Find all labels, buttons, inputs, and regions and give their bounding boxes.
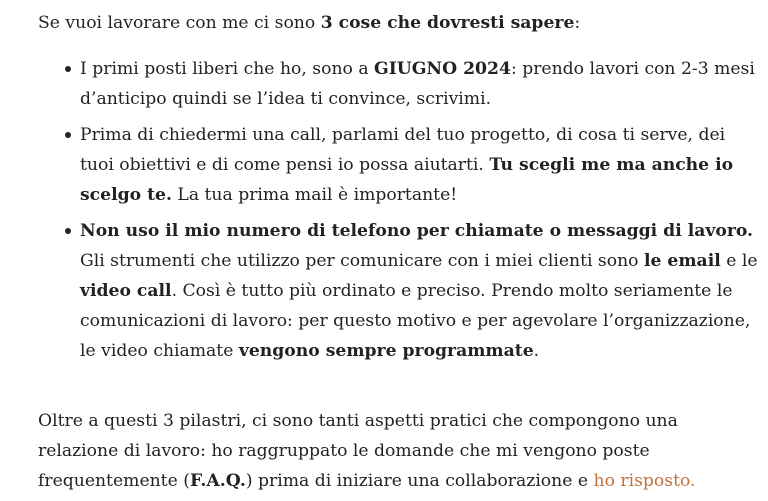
item-text: I primi posti liberi che ho, sono a [80, 59, 375, 79]
answers-link[interactable]: ho risposto. [593, 471, 696, 491]
faq-bold: F.A.Q. [189, 471, 246, 491]
item-bold: GIUGNO 2024 [374, 59, 511, 79]
item-text: Gli strumenti che utilizzo per comunicare con i miei clienti sono [80, 251, 644, 271]
intro-suffix: : [574, 13, 581, 33]
item-text: e le [720, 251, 758, 271]
outro-text: Oltre a questi 3 pilastri, ci sono tanti aspetti pratici che compongono una relazione di lavoro: ho raggruppato le domande che mi vengono poste frequentemente ( [38, 411, 678, 491]
article-content [38, 8, 760, 496]
item-bold: Tu scegli me ma anche io scelgo te. [80, 155, 734, 205]
intro-bold: 3 cose che dovresti sapere [320, 13, 575, 33]
list-item-first-contact [80, 120, 760, 210]
item-text: : prendo lavori con 2-3 mesi d’anticipo quindi se l’idea ti convince, scrivimi. [80, 59, 755, 109]
item-bold: le email [643, 251, 721, 271]
things-to-know-list [38, 54, 760, 366]
list-item-communication [80, 216, 760, 366]
item-text: Prima di chiedermi una call, parlami del tuo progetto, di cosa ti serve, dei tuoi obiettivi e di come pensi io possa aiutarti. [80, 125, 726, 175]
item-text: . [533, 341, 540, 361]
item-text: La tua prima mail è importante! [171, 185, 458, 205]
list-item-availability [80, 54, 760, 114]
item-bold: vengono sempre programmate [238, 341, 534, 361]
intro-paragraph [38, 8, 760, 38]
item-bold: video call [80, 281, 172, 301]
item-bold: Non uso il mio numero di telefono per chiamate o messaggi di lavoro. [80, 221, 754, 241]
item-text: . Così è tutto più ordinato e preciso. Prendo molto seriamente le comunicazioni di lavoro: per questo motivo e per agevolare l’organizzazione, le video chiamate [80, 281, 751, 361]
outro-text: ) prima di iniziare una collaborazione e [245, 471, 594, 491]
outro-paragraph [38, 406, 760, 496]
intro-text: Se vuoi lavorare con me ci sono [38, 13, 321, 33]
